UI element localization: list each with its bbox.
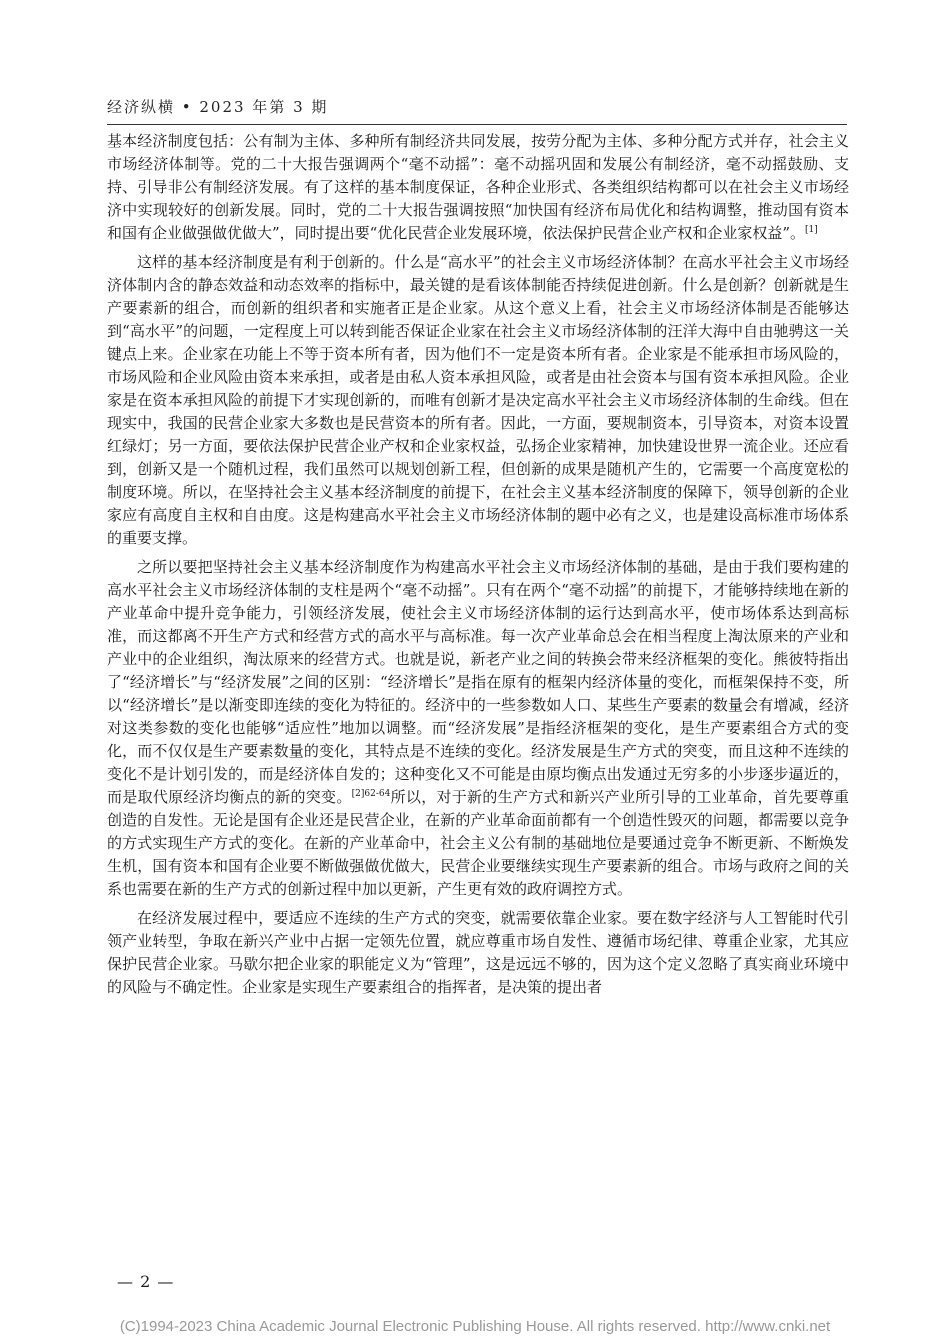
paragraph-text: 这样的基本经济制度是有利于创新的。什么是“高水平”的社会主义市场经济体制？在高水平社会主义市场经济体制内含的静态效益和动态效率的指标中，最关键的是看该体制能否持续促进创新。什么是创新？创新就是生产要素新的组合，而创新的组织者和实施者正是企业家。从这个意义上看，社会主义市场经济体制是否能够达到“高水平”的问题，一定程度上可以转到能否保证企业家在社会主义市场经济体制的汪洋大海中自由驰骋这一关键点上来。企业家在功能上不等于资本所有者，因为他们不一定是资本所有者。企业家是不能承担市场风险的，市场风险和企业风险由资本来承担，或者是由私人资本承担风险，或者是由社会资本与国有资本承担风险。企业家是在资本承担风险的前提下才实现创新的，而唯有创新才是决定高水平社会主义市场经济体制的生命线。但在现实中，我国的民营企业家大多数也是民营资本的所有者。因此，一方面，要规制资本，引导资本，对资本设置红绿灯；另一方面，要依法保护民营企业产权和企业家权益，弘扬企业家精神，加快建设世界一流企业。还应看到，创新又是一个随机过程，我们虽然可以规划创新工程，但创新的成果是随机产生的，它需要一个高度宽松的制度环境。所以，在坚持社会主义基本经济制度的前提下，在社会主义基本经济制度的保障下，领导创新的企业家应有高度自主权和自由度。这是构建高水平社会主义市场经济体制的题中必有之义，也是建设高标准市场体系的重要支撑。 — [107, 253, 849, 547]
paragraph-text: 在经济发展过程中，要适应不连续的生产方式的突变，就需要依靠企业家。要在数字经济与人工智能时代引领产业转型，争取在新兴产业中占据一定领先位置，就应尊重市场自发性、遵循市场纪律、尊重企业家，尤其应保护民营企业家。马歇尔把企业家的职能定义为“管理”，这是远远不够的，因为这个定义忽略了真实商业环境中的风险与不确定性。企业家是实现生产要素组合的指挥者，是决策的提出者 — [107, 909, 849, 996]
header-rule — [107, 124, 847, 125]
journal-header: 经济纵横 • 2023 年第 3 期 — [107, 98, 329, 116]
paragraph-text: 之所以要把坚持社会主义基本经济制度作为构建高水平社会主义市场经济体制的基础，是由于我们要构建的高水平社会主义市场经济体制的支柱是两个“毫不动摇”。只有在两个“毫不动摇”的前提下，才能够持续地在新的产业革命中提升竞争能力，引领经济发展，使社会主义市场经济体制的运行达到高水平，使市场体系达到高标准，而这都离不开生产方式和经营方式的高水平与高标准。每一次产业革命总会在相当程度上淘汰原来的产业和产业中的企业组织，淘汰原来的经营方式。也就是说，新老产业之间的转换会带来经济框架的变化。熊彼特指出了“经济增长”与“经济发展”之间的区别：“经济增长”是指在原有的框架内经济体量的变化，而框架保持不变，所以“经济增长”是以渐变即连续的变化为特征的。经济中的一些参数如人口、某些生产要素的数量会有增减，经济对这类参数的变化也能够“适应性”地加以调整。而“经济发展”是指经济框架的变化，是生产要素组合方式的变化，而不仅仅是生产要素数量的变化，其特点是不连续的变化。经济发展是生产方式的突变，而且这种不连续的变化不是计划引发的，而是经济体自发的；这种变化又不可能是由原均衡点出发通过无穷多的小步逐步逼近的，而是取代原经济均衡点的新的突变。 — [107, 558, 849, 806]
page-number: — 2 — — [117, 1272, 175, 1291]
paragraph-1 — [107, 130, 849, 245]
paragraph-text: 基本经济制度包括：公有制为主体、多种所有制经济共同发展，按劳分配为主体、多种分配方式并存，社会主义市场经济体制等。党的二十大报告强调两个“毫不动摇”：毫不动摇巩固和发展公有制经济，毫不动摇鼓励、支持、引导非公有制经济发展。有了这样的基本制度保证，各种企业形式、各类组织结构都可以在社会主义市场经济中实现较好的创新发展。同时，党的二十大报告强调按照“加快国有经济布局优化和结构调整，推动国有资本和国有企业做强做优做大”，同时提出要“优化民营企业发展环境，依法保护民营企业产权和企业家权益”。 — [107, 132, 849, 242]
copyright-footer: (C)1994-2023 China Academic Journal Electronic Publishing House. All rights reserved. http://www.cnki.net — [119, 1318, 831, 1335]
article-body — [107, 130, 849, 999]
paragraph-2 — [107, 251, 849, 550]
paragraph-4 — [107, 907, 849, 999]
paragraph-text-continued: 所以，对于新的生产方式和新兴产业所引导的工业革命，首先要尊重创造的自发性。无论是国有企业还是民营企业，在新的产业革命面前都有一个创造性毁灭的问题，都需要以竞争的方式实现生产方式的变化。在新的产业革命中，社会主义公有制的基础地位是要通过竞争不断更新、不断焕发生机，国有资本和国有企业要不断做强做优做大，民营企业要继续实现生产要素新的组合。市场与政府之间的关系也需要在新的生产方式的创新过程中加以更新，产生更有效的政府调控方式。 — [107, 788, 849, 898]
citation-2[interactable]: [2]62-64 — [351, 789, 391, 799]
citation-1[interactable]: [1] — [805, 225, 818, 235]
paragraph-3 — [107, 556, 849, 901]
